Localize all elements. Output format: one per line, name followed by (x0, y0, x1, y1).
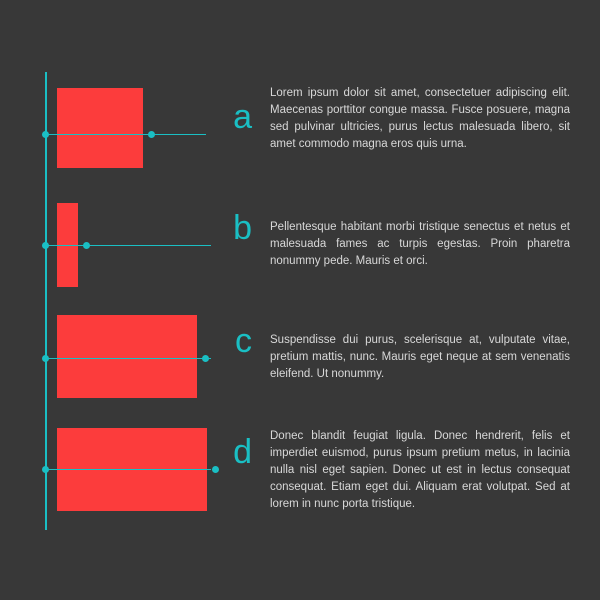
item-letter-d: d (233, 433, 252, 471)
connector-c (46, 358, 211, 359)
item-letter-b: b (233, 209, 252, 247)
item-letter-a: a (233, 98, 252, 136)
connector-d (46, 469, 211, 470)
connector-dot-c (202, 355, 209, 362)
item-text-b: Pellentesque habitant morbi tristique senectus et netus et malesuada fames ac turpis egestas. Proin pharetra nonummy pede. Mauris et orci. (270, 221, 570, 267)
connector-dot-b (83, 242, 90, 249)
item-text-a: Lorem ipsum dolor sit amet, consectetuer adipiscing elit. Maecenas porttitor congue massa. Fusce posuere, magna sed pulvinar ultricies, purus lectus malesuada libero, sit amet commodo magna eros quis urna. (270, 87, 570, 150)
connector-b (46, 245, 211, 246)
connector-a (46, 134, 206, 135)
item-letter-c: c (235, 322, 252, 360)
connector-dot-a (148, 131, 155, 138)
bar-a (57, 88, 143, 168)
bar-c (57, 315, 197, 398)
item-text-c: Suspendisse dui purus, scelerisque at, vulputate vitae, pretium mattis, nunc. Mauris eget neque at sem venenatis eleifend. Ut nonummy. (270, 334, 570, 380)
item-text-d: Donec blandit feugiat ligula. Donec hendrerit, felis et imperdiet euismod, purus ipsum pretium metus, in lacinia nulla nisl eget sapien. Donec ut est in lectus consequat consequat. Etiam eget dui. Aliquam erat volutpat. Sed at lorem in nunc porta tristique. (270, 430, 570, 510)
